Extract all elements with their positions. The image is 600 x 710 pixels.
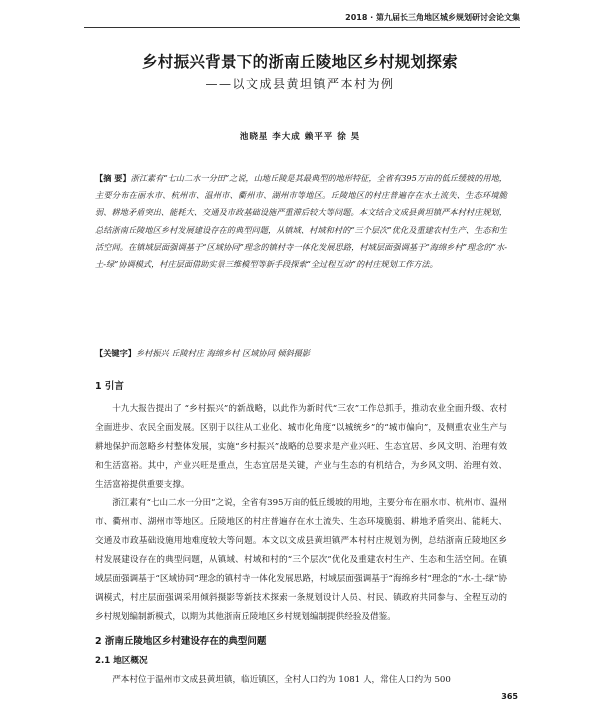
keywords-text: 乡村振兴 丘陵村庄 海绵乡村 区域协同 倾斜摄影 bbox=[135, 348, 311, 358]
paper-title: 乡村振兴背景下的浙南丘陵地区乡村规划探索 bbox=[141, 53, 458, 71]
section-2-1-paragraph-1: 严本村位于温州市文成县黄坦镇，临近镇区，全村人口约为 1081 人，常住人口约为 500 bbox=[112, 675, 451, 685]
abstract bbox=[95, 170, 507, 273]
section-2-heading: 2 浙南丘陵地区乡村建设存在的典型问题 bbox=[95, 636, 267, 647]
section-2-1-heading: 2.1 地区概况 bbox=[95, 656, 148, 666]
page-number: 365 bbox=[501, 692, 518, 701]
header-rule bbox=[84, 27, 520, 28]
running-header: 2018 · 第九届长三角地区城乡规划研讨会论文集 bbox=[345, 13, 520, 22]
abstract-text: 浙江素有“七山二水一分田”之说，山地丘陵是其最典型的地形特征，全省有395万亩的低丘缓坡的用地，主要分布在丽水市、杭州市、温州市、衢州市、湖州市等地区。丘陵地区的村庄普遍存在水土流失、生态环境脆弱、耕地矛盾突出、能耗大、交通及市政基础设施严重滞后较大等问题。本文结合文成县黄坦镇严本村村庄规划，总结浙南丘陵地区乡村发展建设存在的典型问题，从镇域、村域和村的“三个层次”优化及重建农村生产、生态和生活空间。在镇域层面强调基于“区域协同”理念的镇村寺一体化发展思路，村域层面强调基于“海绵乡村”理念的“水-土-绿”协调模式，村庄层面借助实景三维模型等新手段探索“全过程互动”的村庄规划工作方法。 bbox=[95, 173, 507, 270]
keywords bbox=[95, 345, 507, 362]
paper-subtitle: ——以文成县黄坦镇严本村为例 bbox=[205, 77, 395, 91]
section-1-paragraph-2: 浙江素有“七山二水一分田”之说，全省有395万亩的低丘缓坡的用地，主要分布在丽水市、杭州市、温州市、衢州市、湖州市等地区。丘陵地区的村庄普遍存在水土流失、生态环境脆弱、耕地矛盾突出、能耗大、交通及市政基础设施用地难度较大等问题。本文以文成县黄坦镇严本村村庄规划为例，总结浙南丘陵地区乡村发展建设存在的典型问题，从镇域、村域和村的“三个层次”优化及重建农村生产、生态和生活空间。在镇域层面强调基于“区域协同”理念的镇村寺一体化发展思路，村域层面强调基于“海绵乡村”理念的“水-土-绿”协调模式，村庄层面强调采用倾斜摄影等新技术探索一条规划设计人员、村民、镇政府共同参与、全程互动的乡村规划编制新模式，以期为其他浙南丘陵地区乡村规划编制提供经验及借鉴。 bbox=[95, 498, 507, 622]
section-1-heading: 1 引言 bbox=[95, 381, 124, 392]
authors: 池晓星 李大成 赖平平 徐 昊 bbox=[239, 132, 361, 142]
abstract-label: 【摘 要】 bbox=[95, 173, 131, 183]
keywords-label: 【关键字】 bbox=[95, 348, 136, 358]
section-1-paragraph-1: 十九大报告提出了 “乡村振兴”的新战略，以此作为新时代“三农”工作总抓手，推动农业全面升级、农村全面进步、农民全面发展。区别于以往从工业化、城市化角度“以城统乡”的“城市偏向”，及侧重农业生产与耕地保护而忽略乡村整体发展，实施“乡村振兴”战略的总要求是产业兴旺、生态宜居、乡风文明、治理有效和生活富裕。其中，产业兴旺是重点，生态宜居是关键，产业与生态的有机结合，为乡风文明、治理有效、生活富裕提供重要支撑。 bbox=[95, 404, 507, 490]
